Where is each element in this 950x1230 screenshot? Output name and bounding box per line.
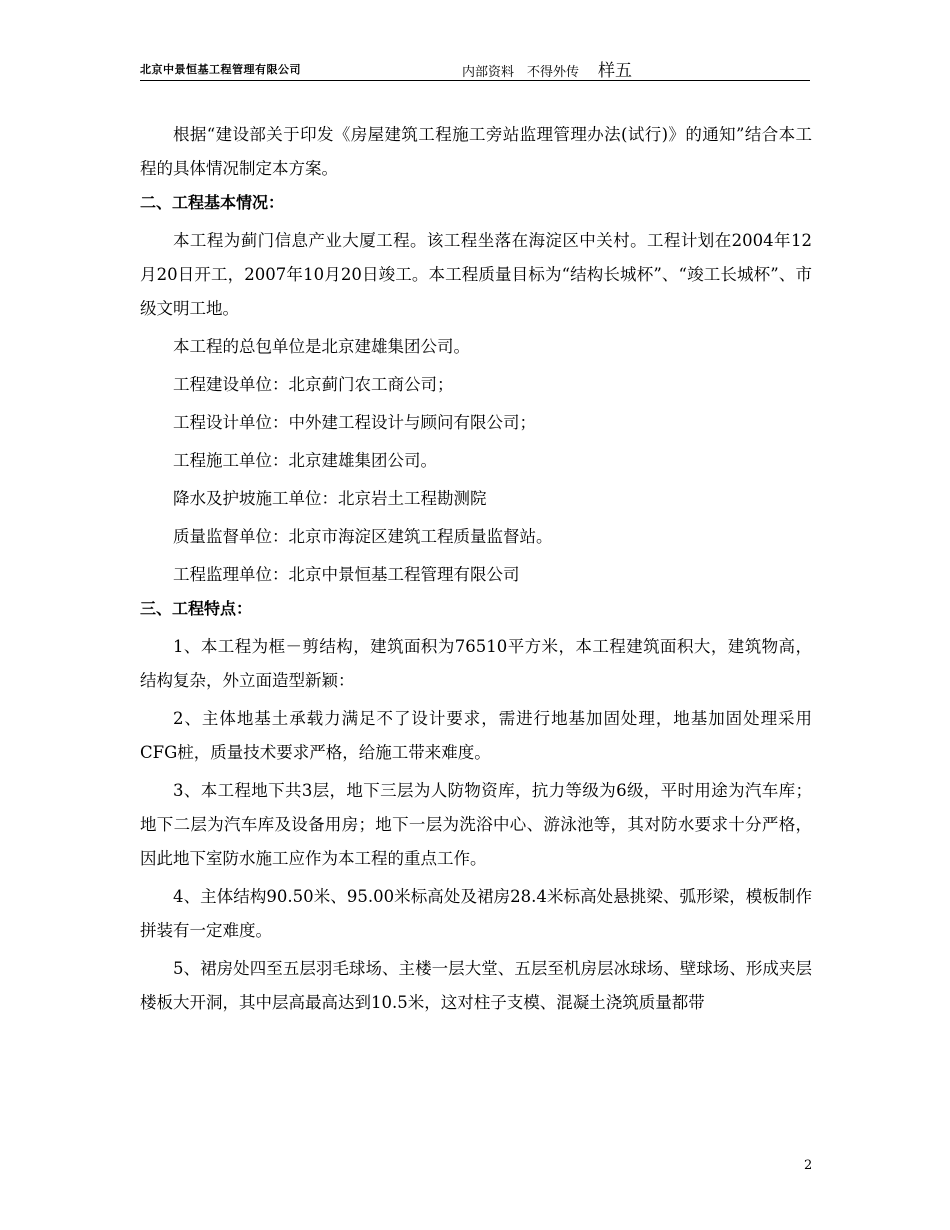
feature-item: 1、本工程为框－剪结构，建筑面积为76510平方米，本工程建筑面积大，建筑物高，结构复杂，外立面造型新颖： bbox=[140, 637, 812, 690]
feature-item: 5、裙房处四至五层羽毛球场、主楼一层大堂、五层至机房层冰球场、壁球场、形成夹层楼板大开洞，其中层高最高达到10.5米，这对柱子支模、混凝土浇筑质量都带 bbox=[140, 959, 812, 1012]
unit-item: 工程建设单位：北京蓟门农工商公司； bbox=[173, 375, 454, 394]
project-overview-paragraph: 本工程为蓟门信息产业大厦工程。该工程坐落在海淀区中关村。工程计划在2004年12月20日开工，2007年10月20日竣工。本工程质量目标为“结构长城杯”、“竣工长城杯”、市级文明工地。 bbox=[140, 231, 812, 318]
page-number: 2 bbox=[804, 1158, 813, 1173]
section-2-heading: 二、工程基本情况： bbox=[140, 193, 285, 212]
header-company-name: 北京中景恒基工程管理有限公司 bbox=[140, 63, 301, 76]
document-body bbox=[140, 118, 812, 1020]
unit-item: 工程施工单位：北京建雄集团公司。 bbox=[173, 451, 437, 470]
section-3-heading: 三、工程特点： bbox=[140, 599, 253, 618]
feature-item: 2、主体地基土承载力满足不了设计要求，需进行地基加固处理，地基加固处理采用CFG桩，质量技术要求严格，给施工带来难度。 bbox=[140, 709, 812, 762]
header-sample-label: 样五 bbox=[598, 61, 632, 81]
intro-paragraph: 根据“建设部关于印发《房屋建筑工程施工旁站监理管理办法(试行)》的通知”结合本工程的具体情况制定本方案。 bbox=[140, 125, 812, 178]
general-contractor-paragraph: 本工程的总包单位是北京建雄集团公司。 bbox=[173, 337, 470, 356]
header-internal-note: 内部资料 不得外传 bbox=[462, 65, 580, 80]
feature-item: 3、本工程地下共3层，地下三层为人防物资库，抗力等级为6级，平时用途为汽车库；地下二层为汽车库及设备用房；地下一层为洗浴中心、游泳池等，其对防水要求十分严格，因此地下室防水施工应作为本工程的重点工作。 bbox=[140, 781, 812, 868]
unit-item: 工程设计单位：中外建工程设计与顾问有限公司； bbox=[173, 413, 536, 432]
page-header bbox=[140, 56, 810, 81]
unit-item: 降水及护坡施工单位：北京岩土工程勘测院 bbox=[173, 489, 487, 508]
unit-item: 质量监督单位：北京市海淀区建筑工程质量监督站。 bbox=[173, 527, 553, 546]
unit-item: 工程监理单位：北京中景恒基工程管理有限公司 bbox=[173, 565, 520, 584]
feature-item: 4、主体结构90.50米、95.00米标高处及裙房28.4米标高处悬挑梁、弧形梁，模板制作拼装有一定难度。 bbox=[140, 887, 812, 940]
